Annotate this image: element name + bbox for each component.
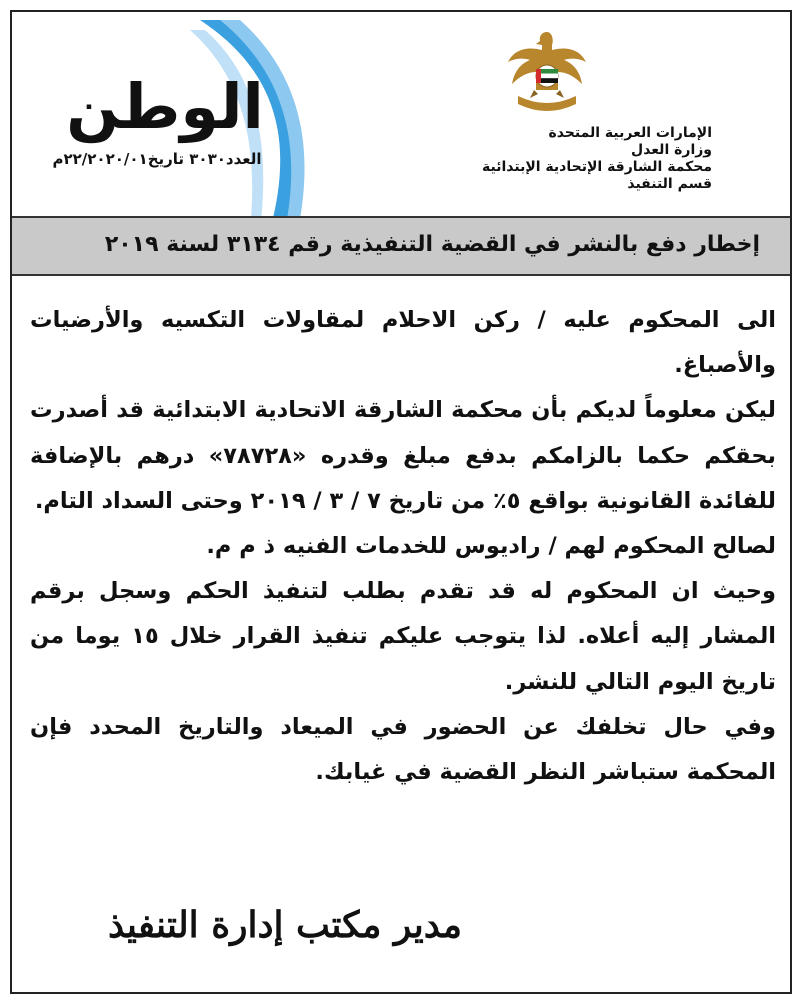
authority-header	[372, 125, 712, 193]
uae-eagle-emblem-icon	[506, 28, 588, 116]
authority-line-ministry: وزارة العدل	[631, 142, 712, 158]
notice-body	[30, 298, 776, 795]
newspaper-logo: الوطن	[66, 70, 264, 143]
signature-title: مدير مكتب إدارة التنفيذ	[108, 904, 462, 946]
notice-paragraph-addressee: الى المحكوم عليه / ركن الاحلام لمقاولات التكسيه والأرضيات والأصباغ.	[30, 307, 776, 379]
authority-line-court: محكمة الشارقة الإتحادية الإبتدائية	[482, 159, 712, 175]
notice-paragraph-absence: وفي حال تخلفك عن الحضور في الميعاد والتاريخ المحدد فإن المحكمة ستباشر النظر القضية في غيابك.	[30, 713, 776, 786]
authority-line-country: الإمارات العربية المتحدة	[548, 125, 712, 141]
notice-paragraph-execution: وحيث ان المحكوم له قد تقدم بطلب لتنفيذ الحكم وسجل برقم المشار إليه أعلاه. لذا يتوجب عليكم تنفيذ القرار خلال ١٥ يوما من تاريخ اليوم التالي للنشر.	[30, 578, 776, 695]
notice-title-banner	[12, 216, 790, 276]
issue-number-date: العدد٣٠٣٠ تاريخ٢٢/٢٠٢٠/٠١م	[52, 150, 262, 168]
notice-paragraph-judgment: ليكن معلوماً لديكم بأن محكمة الشارقة الاتحادية الابتدائية قد أصدرت بحقكم حكما بالزامكم بدفع مبلغ وقدره «٧٨٧٢٨» درهم بالإضافة للفائدة القانونية بواقع ٥٪ من تاريخ ٧ / ٣ / ٢٠١٩ وحتى السداد التام.	[30, 397, 776, 514]
authority-line-department: قسم التنفيذ	[627, 176, 712, 192]
notice-title: إخطار دفع بالنشر في القضية التنفيذية رقم ٣١٣٤ لسنة ٢٠١٩	[104, 232, 760, 257]
notice-paragraph-beneficiary: لصالح المحكوم لهم / راديوس للخدمات الفنيه ذ م م.	[206, 533, 776, 560]
